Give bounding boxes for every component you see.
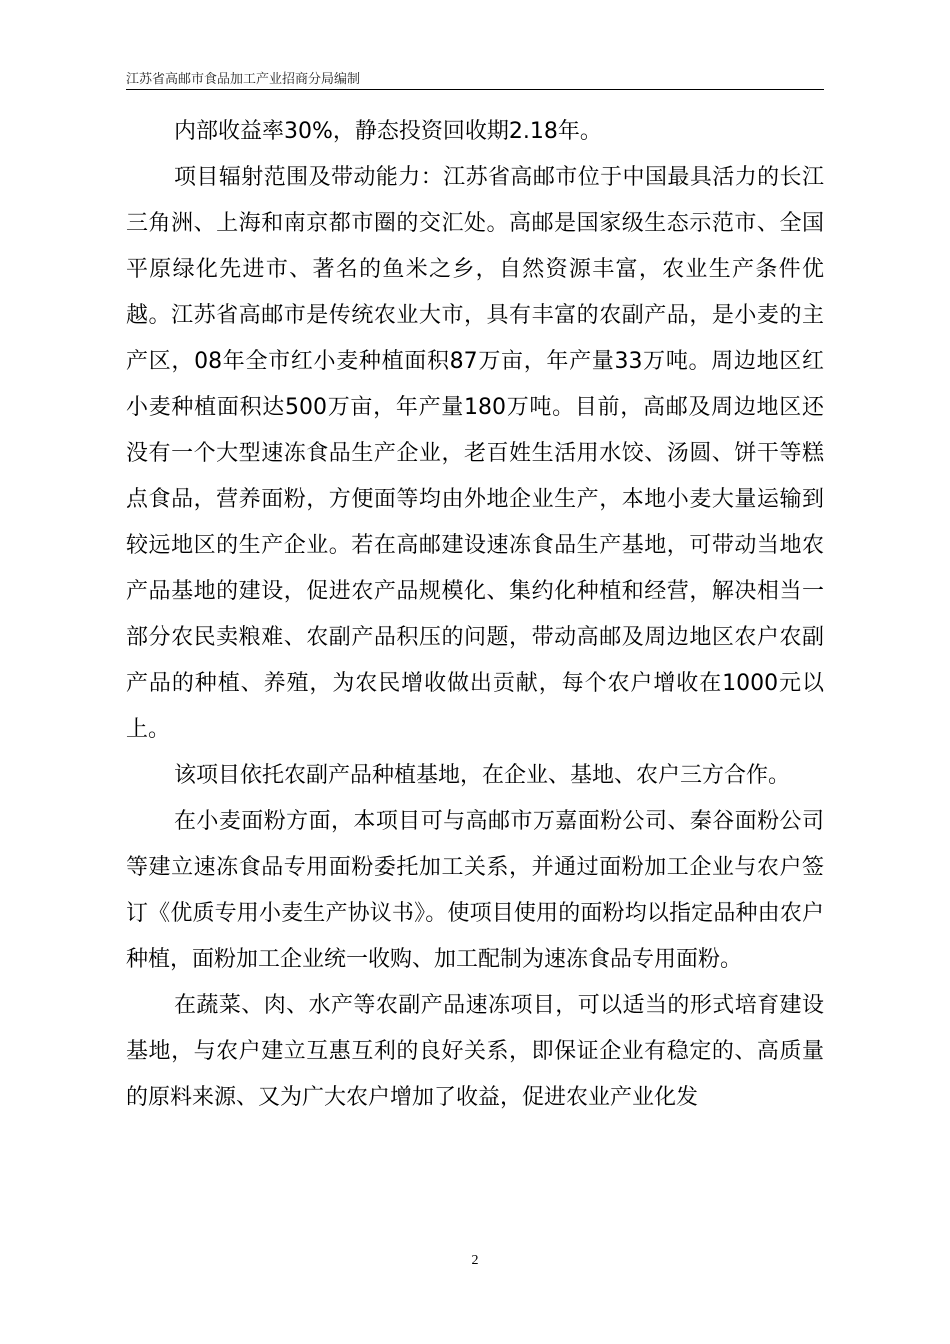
document-body <box>126 109 824 1121</box>
paragraph-cooperation: 该项目依托农副产品种植基地，在企业、基地、农户三方合作。 <box>174 763 791 788</box>
paragraph-radiation-scope: 项目辐射范围及带动能力：江苏省高邮市位于中国最具活力的长江三角洲、上海和南京都市圈的交汇处。高邮是国家级生态示范市、全国平原绿化先进市、著名的鱼米之乡，自然资源丰富，农业生产条件优越。江苏省高邮市是传统农业大市，具有丰富的农副产品，是小麦的主产区，08年全市红小麦种植面积87万亩，年产量33万吨。周边地区红小麦种植面积达500万亩，年产量180万吨。目前，高邮及周边地区还没有一个大型速冻食品生产企业，老百姓生活用水饺、汤圆、饼干等糕点食品，营养面粉，方便面等均由外地企业生产，本地小麦大量运输到较远地区的生产企业。若在高邮建设速冻食品生产基地，可带动当地农产品基地的建设，促进农产品规模化、集约化种植和经营，解决相当一部分农民卖粮难、农副产品积压的问题，带动高邮及周边地区农户农副产品的种植、养殖，为农民增收做出贡献，每个农户增收在1000元以上。 <box>126 165 824 742</box>
header-divider <box>126 89 824 90</box>
paragraph-wheat-flour: 在小麦面粉方面，本项目可与高邮市万嘉面粉公司、秦谷面粉公司等建立速冻食品专用面粉委托加工关系，并通过面粉加工企业与农户签订《优质专用小麦生产协议书》。使项目使用的面粉均以指定品种由农户种植，面粉加工企业统一收购、加工配制为速冻食品专用面粉。 <box>126 809 824 972</box>
page-header: 江苏省高邮市食品加工产业招商分局编制 <box>126 72 361 87</box>
paragraph-return-rate: 内部收益率30%，静态投资回收期2.18年。 <box>174 119 602 144</box>
paragraph-vegetables-meat: 在蔬菜、肉、水产等农副产品速冻项目，可以适当的形式培育建设基地，与农户建立互惠互利的良好关系，即保证企业有稳定的、高质量的原料来源、又为广大农户增加了收益，促进农业产业化发 <box>126 993 824 1110</box>
page-number: 2 <box>471 1253 479 1268</box>
